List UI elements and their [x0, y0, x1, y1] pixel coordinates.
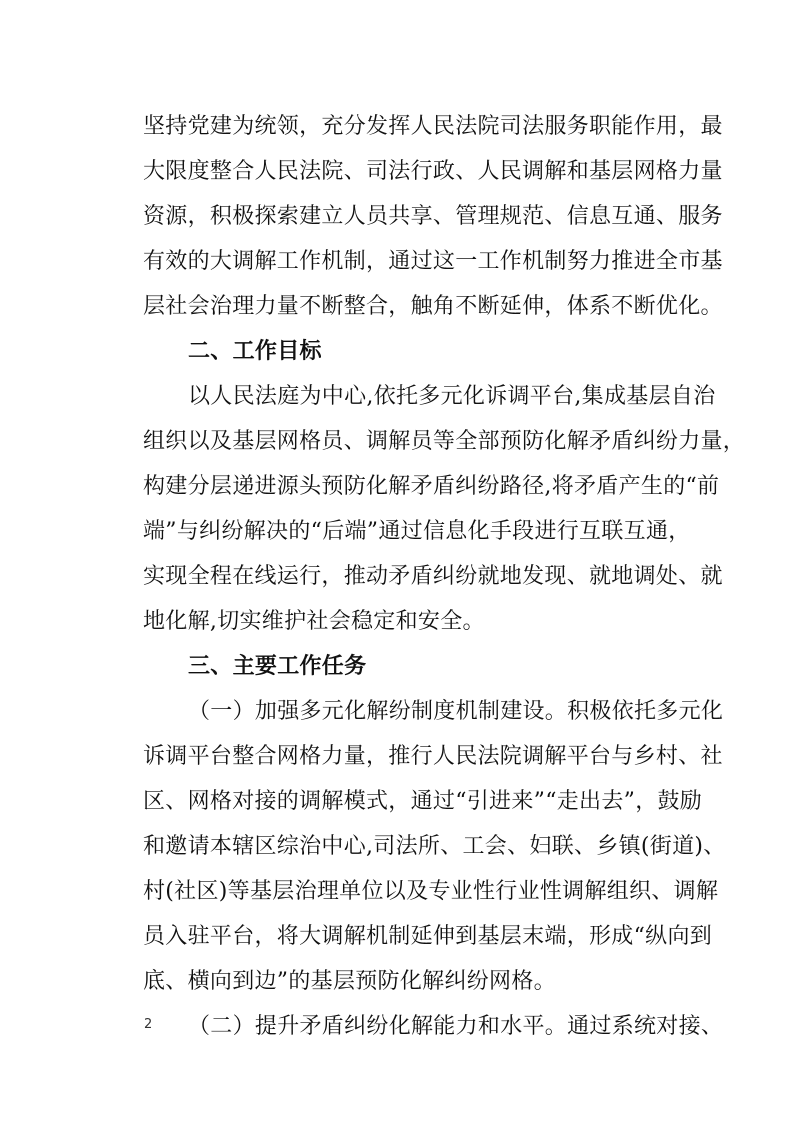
paragraph-line: 构建分层递进源头预防化解矛盾纠纷路径,将矛盾产生的“前 — [143, 474, 720, 499]
paragraph-line: 大限度整合人民法院、司法行政、人民调解和基层网格力量 — [143, 159, 723, 184]
document-body — [143, 104, 746, 1049]
paragraph-line: 底、横向到边”的基层预防化解纠纷网格。 — [143, 969, 556, 994]
paragraph-line: 资源，积极探索建立人员共享、管理规范、信息互通、服务 — [143, 204, 723, 229]
paragraph-line: （一）加强多元化解纷制度机制建设。积极依托多元化 — [188, 699, 724, 724]
paragraph-line: 地化解,切实维护社会稳定和安全。 — [143, 609, 485, 634]
paragraph-line: 端”与纠纷解决的“后端”通过信息化手段进行互联互通， — [143, 519, 691, 544]
paragraph-line: 和邀请本辖区综治中心,司法所、工会、妇联、乡镇(街道)、 — [143, 834, 726, 859]
paragraph-line: 员入驻平台，将大调解机制延伸到基层末端，形成“纵向到 — [143, 924, 713, 949]
paragraph-line: 坚持党建为统领，充分发挥人民法院司法服务职能作用，最 — [143, 114, 723, 139]
section-heading-tasks: 三、主要工作任务 — [188, 653, 367, 679]
paragraph-line: 区、网格对接的调解模式，通过“引进来”“走出去”，鼓励 — [143, 789, 703, 814]
paragraph-line: 层社会治理力量不断整合，触角不断延伸，体系不断优化。 — [143, 294, 723, 319]
paragraph-line: 有效的大调解工作机制，通过这一工作机制努力推进全市基 — [143, 249, 723, 274]
paragraph-line: 实现全程在线运行，推动矛盾纠纷就地发现、就地调处、就 — [143, 564, 723, 589]
page-number: 2 — [144, 1017, 153, 1032]
paragraph-line: 诉调平台整合网格力量，推行人民法院调解平台与乡村、社 — [143, 744, 723, 769]
paragraph-line: 村(社区)等基层治理单位以及专业性行业性调解组织、调解 — [143, 879, 719, 904]
paragraph-line: 组织以及基层网格员、调解员等全部预防化解矛盾纠纷力量， — [143, 429, 746, 454]
section-heading-goals: 二、工作目标 — [188, 338, 322, 364]
paragraph-line: 以人民法庭为中心,依托多元化诉调平台,集成基层自治 — [188, 384, 716, 409]
paragraph-line: （二）提升矛盾纠纷化解能力和水平。通过系统对接、 — [188, 1014, 724, 1039]
